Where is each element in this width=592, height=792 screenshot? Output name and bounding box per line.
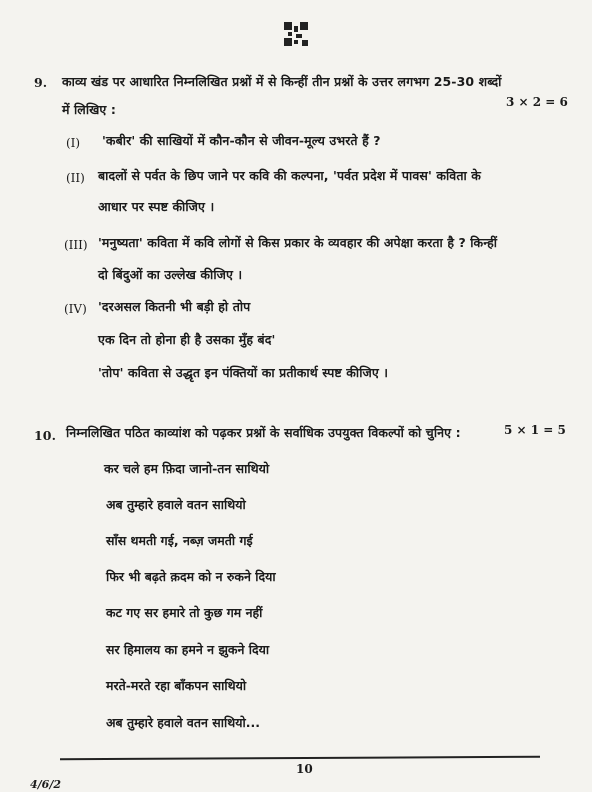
poem-line: अब तुम्हारे हवाले वतन साथियो...	[106, 715, 260, 730]
q9-item-label: (I)	[66, 136, 81, 150]
q9-marks: 3 × 2 = 6	[506, 95, 568, 109]
page-number: 10	[296, 762, 313, 776]
q9-item-text: बादलों से पर्वत के छिप जाने पर कवि की कल्पना, 'पर्वत प्रदेश में पावस' कविता के	[98, 168, 481, 183]
q9-item-text: 'मनुष्यता' कविता में कवि लोगों से किस प्रकार के व्यवहार की अपेक्षा करता है ? किन्हीं	[98, 235, 498, 250]
q9-item-text: दो बिंदुओं का उल्लेख कीजिए ।	[98, 267, 243, 282]
poem-line: मरते-मरते रहा बाँकपन साथियो	[106, 678, 247, 693]
poem-line: साँस थमती गई, नब्ज़ जमती गई	[106, 533, 253, 548]
poem-line: फिर भी बढ़ते क़दम को न रुकने दिया	[106, 569, 276, 584]
q10-instruction: निम्नलिखित पठित काव्यांश को पढ़कर प्रश्नों के सर्वाधिक उपयुक्त विकल्पों को चुनिए :	[66, 425, 461, 440]
q9-instruction-line1: काव्य खंड पर आधारित निम्नलिखित प्रश्नों में से किन्हीं तीन प्रश्नों के उत्तर लगभग 25-30 शब्दों	[62, 74, 502, 89]
qr-code-icon	[284, 22, 308, 46]
footer-rule	[60, 756, 540, 761]
q9-item-label: (II)	[66, 171, 85, 185]
q9-item-text: 'कबीर' की साखियों में कौन-कौन से जीवन-मूल्य उभरते हैं ?	[102, 133, 381, 148]
q9-item-label: (III)	[64, 238, 88, 252]
q9-item-text: 'दरअसल कितनी भी बड़ी हो तोप	[98, 299, 251, 314]
q9-instruction-line2: में लिखिए :	[62, 102, 116, 117]
poem-line: अब तुम्हारे हवाले वतन साथियो	[106, 497, 246, 512]
q9-number: 9.	[34, 75, 48, 90]
poem-line: सर हिमालय का हमने न झुकने दिया	[106, 642, 270, 657]
q9-item-text: 'तोप' कविता से उद्धृत इन पंक्तियों का प्रतीकार्थ स्पष्ट कीजिए ।	[98, 365, 389, 380]
q9-item-text: एक दिन तो होना ही है उसका मुँह बंद'	[98, 332, 276, 347]
poem-line: कट गए सर हमारे तो कुछ गम नहीं	[106, 605, 263, 620]
q10-number: 10.	[34, 428, 57, 443]
q9-item-label: (IV)	[64, 302, 87, 316]
poem-line: कर चले हम फ़िदा जानो-तन साथियो	[104, 461, 270, 476]
q10-marks: 5 × 1 = 5	[504, 423, 566, 437]
paper-code: 4/6/2	[30, 778, 61, 791]
q9-item-text: आधार पर स्पष्ट कीजिए ।	[98, 199, 215, 214]
